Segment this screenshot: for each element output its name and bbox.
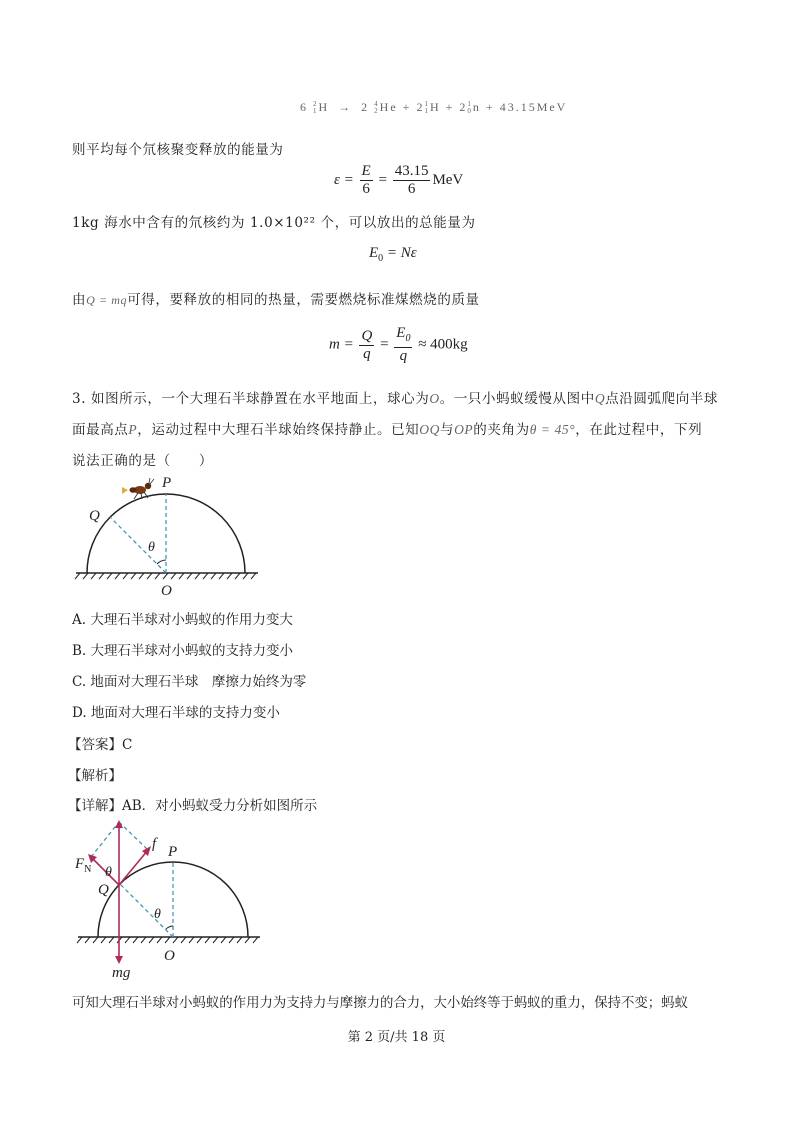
option-c: C. 地面对大理石半球 摩擦力始终为零 <box>72 674 307 690</box>
inline-formula: Q = mq <box>86 293 128 307</box>
fraction <box>394 325 412 365</box>
equation-rhs: ≈ 400kg <box>418 336 468 353</box>
hemisphere-arc <box>87 494 245 573</box>
equation-rhs: = Nε <box>386 245 417 261</box>
paragraph-total-energy: 1kg 海水中含有的氘核约为 1.0×10²² 个，可以放出的总能量为 <box>72 215 476 231</box>
numerator: 43.15 <box>394 163 429 179</box>
label-Q: Q <box>89 508 100 524</box>
text: 可得，要释放的相同的热量，需要燃烧标准煤燃烧的质量 <box>127 292 480 308</box>
angle-value: θ = 45° <box>529 422 576 437</box>
denominator: 6 <box>407 181 416 197</box>
paragraph-average-energy: 则平均每个氘核聚变释放的能量为 <box>72 142 284 158</box>
label-theta: θ <box>148 540 155 555</box>
paragraph-coal-mass <box>72 288 480 308</box>
label-f: f <box>152 836 157 852</box>
nuclear-reaction-equation <box>300 100 567 115</box>
symbol-OQ: OQ <box>419 422 440 437</box>
plus-sign: + <box>402 100 412 114</box>
equals-sign: = <box>380 336 389 353</box>
text: 与 <box>439 422 455 438</box>
symbol-Q: Q <box>594 391 606 406</box>
text: ，在此过程中，下列 <box>575 422 703 438</box>
fraction <box>360 163 373 198</box>
label-F: F <box>75 856 85 872</box>
explanation-last-line: 可知大理石半球对小蚂蚁的作用力为支持力与摩擦力的合力，大小始终等于蚂蚁的重力，保持不变；蚂蚁 <box>72 996 688 1011</box>
equation-total-energy <box>369 245 417 264</box>
answer: 【答案】C <box>68 737 133 753</box>
denominator: q <box>363 345 371 362</box>
label-mg: mg <box>112 965 131 981</box>
symbol-OP: OP <box>454 422 474 437</box>
symbol-P: P <box>128 422 138 437</box>
reaction-energy: 43.15MeV <box>499 100 568 114</box>
angle-arc <box>166 926 173 929</box>
mass-number: 1 <box>467 100 473 109</box>
dashed-line-OQ <box>120 884 173 937</box>
label-P: P <box>162 475 172 491</box>
question-line-2 <box>72 418 702 438</box>
question-line-1 <box>72 387 718 407</box>
page-footer: 第 2 页/共 18 页 <box>347 1030 446 1045</box>
atomic-number: 1 <box>313 107 319 116</box>
element-symbol: H <box>429 100 441 114</box>
fraction <box>393 163 431 198</box>
symbol-O: O <box>429 391 440 406</box>
mass-number: 1 <box>424 100 430 109</box>
denominator: q <box>399 348 408 364</box>
element-symbol: H <box>318 100 330 114</box>
subscript: 0 <box>378 253 384 264</box>
label-FN <box>74 856 91 875</box>
ground-hatching <box>75 573 256 579</box>
element-symbol: He <box>379 100 398 114</box>
label-O: O <box>164 948 175 964</box>
label-Q: Q <box>98 882 109 898</box>
ground-hatching <box>77 937 258 943</box>
question-line-3: 说法正确的是（ ） <box>72 453 213 469</box>
dashed-parallelogram-right <box>119 822 148 850</box>
mass-number: 4 <box>374 100 380 109</box>
detail-text: 【详解】AB．对小蚂蚁受力分析如图所示 <box>68 798 318 814</box>
figure-hemisphere-with-ant <box>70 470 270 600</box>
dashed-line-OQ <box>110 517 166 573</box>
analysis-title: 【解析】 <box>68 768 122 784</box>
equation-lhs: m = <box>329 336 354 353</box>
option-a: A. 大理石半球对小蚂蚁的作用力变大 <box>72 612 293 628</box>
denominator: 6 <box>362 181 370 197</box>
angle-arc <box>157 560 166 564</box>
label-theta-center: θ <box>154 907 161 922</box>
label-theta-force: θ <box>105 865 112 880</box>
dashed-parallelogram-left <box>91 822 119 857</box>
text: 。一只小蚂蚁缓慢从图中 <box>439 391 595 407</box>
option-b: B. 大理石半球对小蚂蚁的支持力变小 <box>72 643 294 659</box>
figure-force-analysis <box>70 810 270 982</box>
label-P: P <box>168 844 178 860</box>
text: 由 <box>72 292 87 308</box>
reaction-coefficient: 2 <box>361 100 370 114</box>
element-symbol: n <box>472 100 481 114</box>
atomic-number: 1 <box>424 107 430 116</box>
text: 的夹角为 <box>473 422 530 438</box>
numerator: E <box>396 325 406 341</box>
numerator: E <box>361 163 371 179</box>
atomic-number: 0 <box>467 107 473 116</box>
text: 面最高点 <box>72 422 129 438</box>
equals-sign: = <box>378 171 387 188</box>
option-d: D. 地面对大理石半球的支持力变小 <box>72 705 280 721</box>
plus-sign: + <box>485 100 495 114</box>
equation-lhs: ε = <box>334 171 354 188</box>
text: ，运动过程中大理石半球始终保持静止。已知 <box>137 422 420 438</box>
mass-number: 2 <box>313 100 319 109</box>
equation-coal-mass <box>329 325 468 365</box>
label-O: O <box>161 583 172 599</box>
equation-energy-per-nucleus <box>334 163 463 198</box>
subscript: 0 <box>405 333 411 344</box>
label-N-subscript: N <box>84 864 92 875</box>
fraction <box>359 328 374 363</box>
text: 3. 如图所示，一个大理石半球静置在水平地面上，球心为 <box>72 391 430 407</box>
plus-sign: + <box>445 100 455 114</box>
reaction-coefficient: 6 <box>300 100 308 114</box>
reaction-coefficient: 2 <box>459 100 468 114</box>
atomic-number: 2 <box>374 107 380 116</box>
gravity-arrowhead <box>115 956 123 964</box>
text: 点沿圆弧爬向半球 <box>605 391 719 407</box>
reaction-arrow: → <box>338 100 353 114</box>
reaction-coefficient: 2 <box>416 100 425 114</box>
numerator: Q <box>361 327 373 344</box>
unit: MeV <box>432 171 464 188</box>
equation-lhs: E <box>369 245 379 261</box>
